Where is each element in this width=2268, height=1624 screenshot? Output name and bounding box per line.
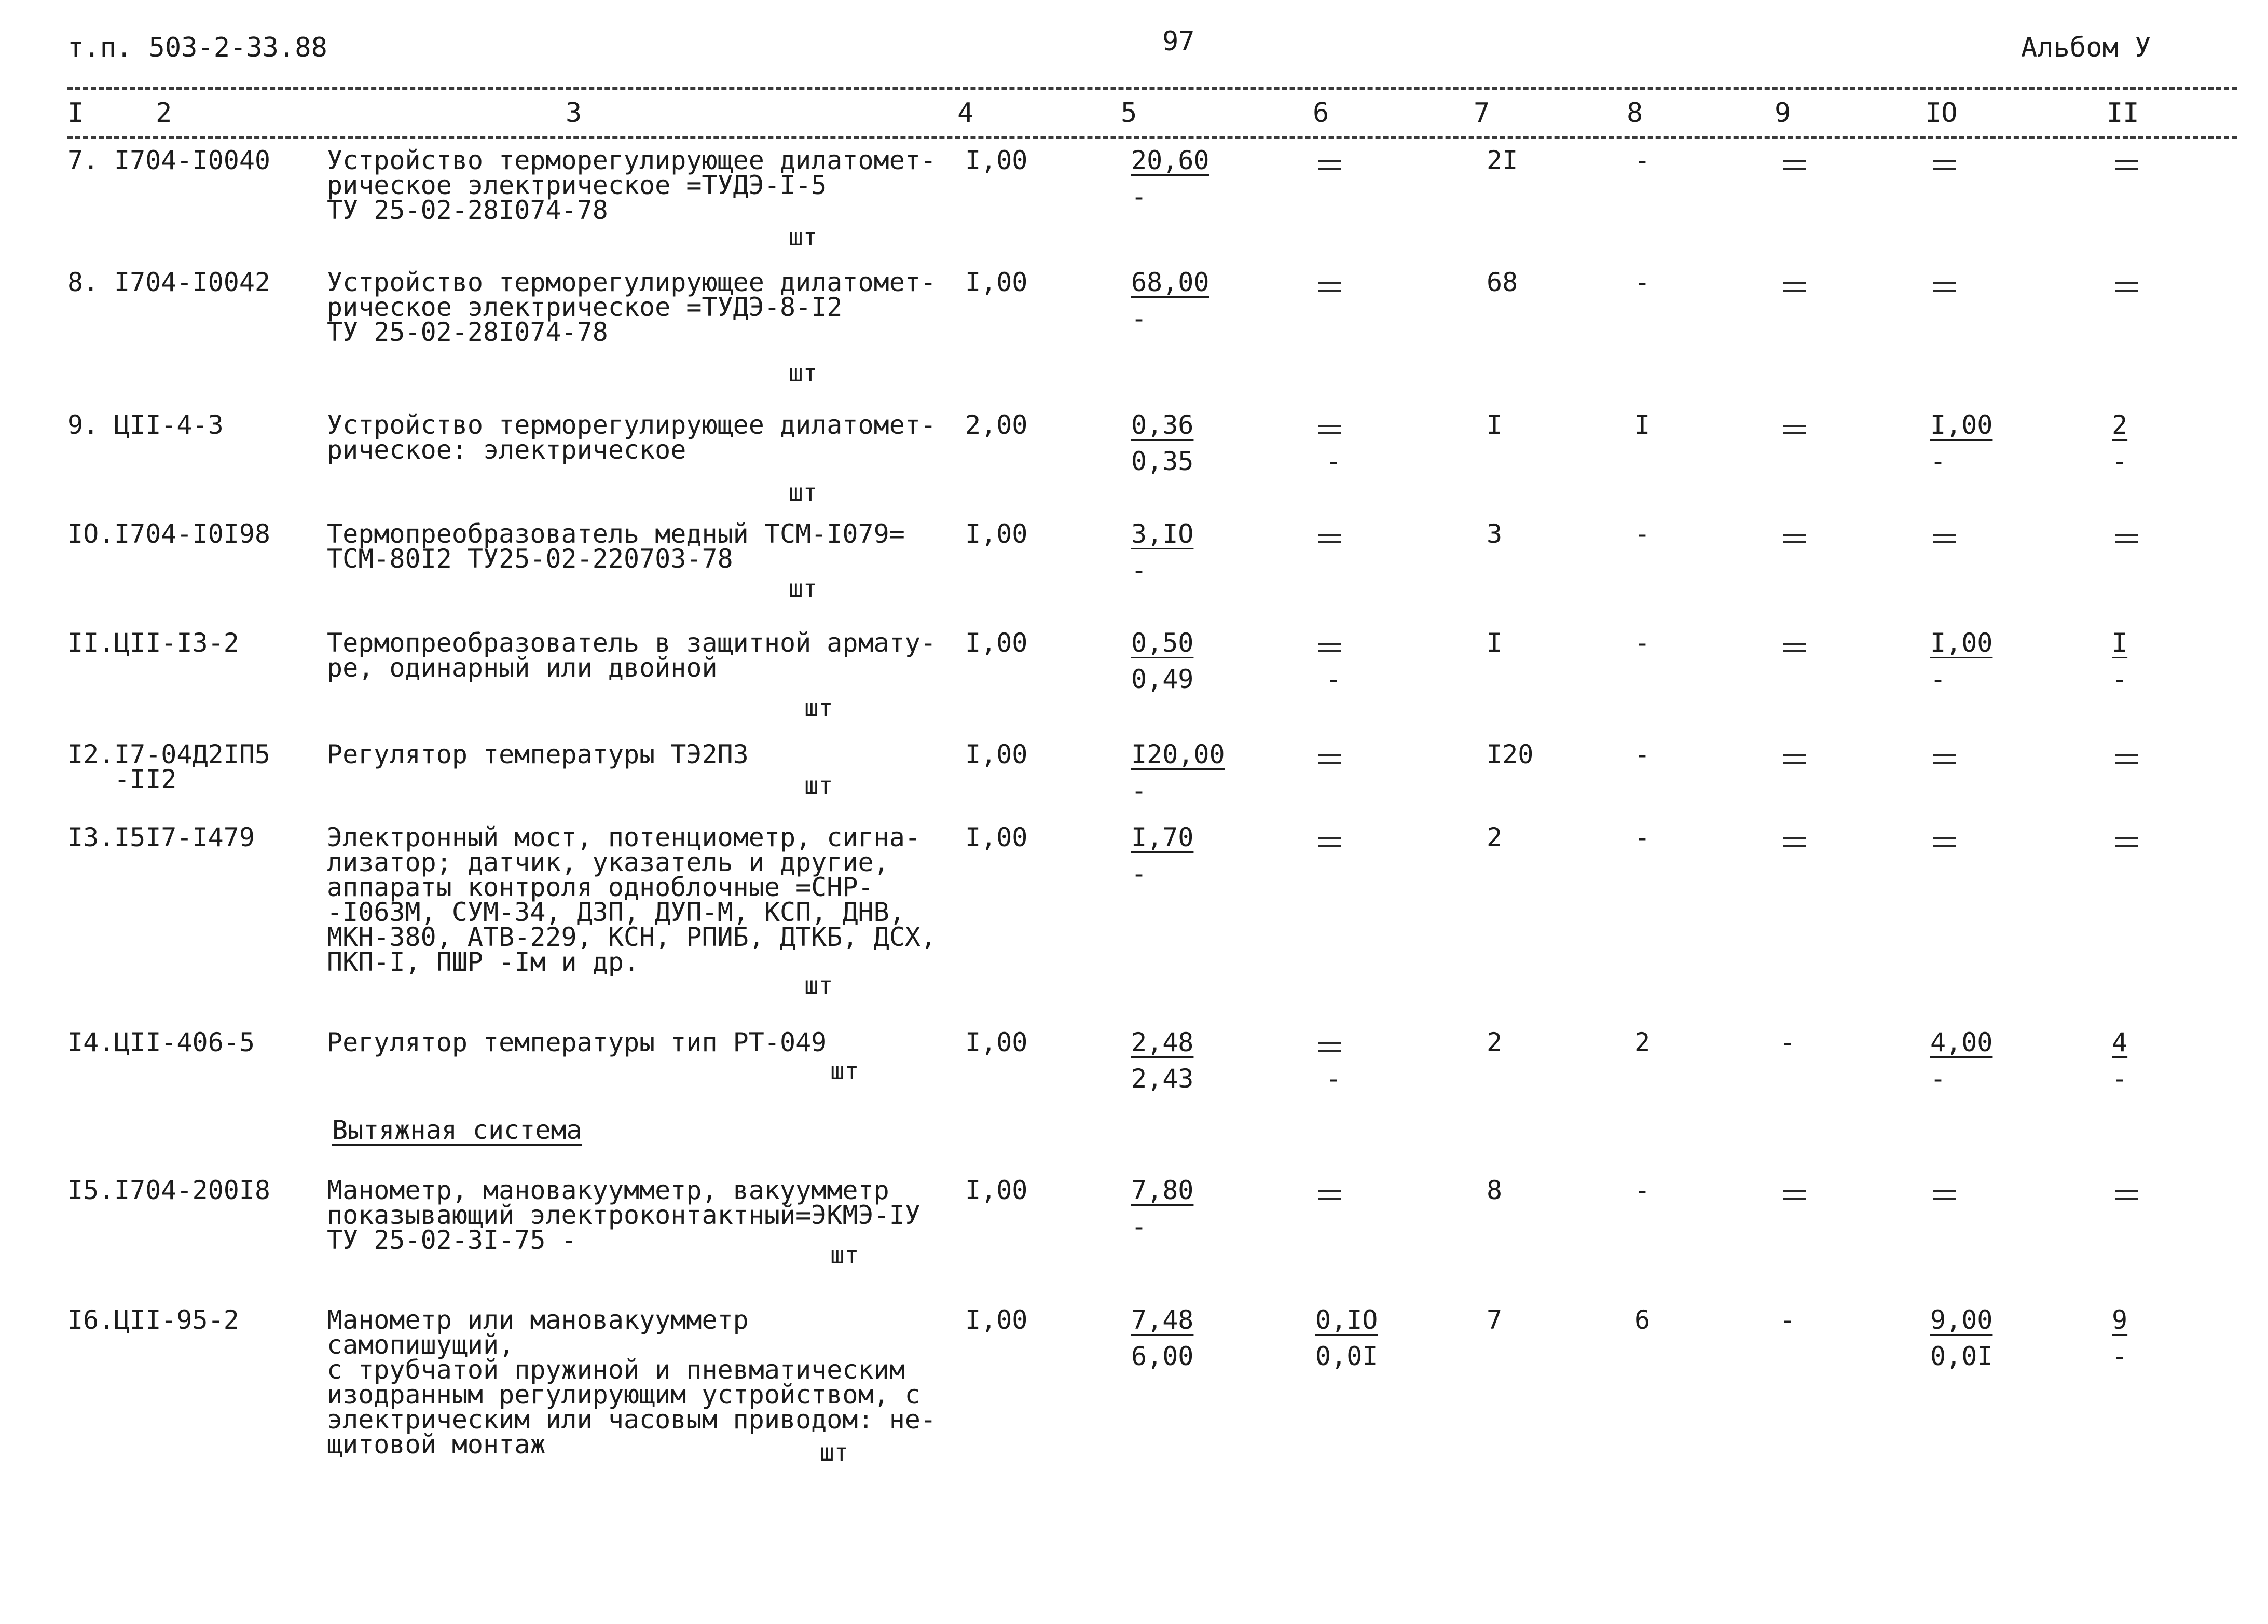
- row-col6: [1315, 526, 1378, 548]
- row-col6-mark: [1315, 1182, 1346, 1205]
- row-col8: I: [1634, 410, 1651, 440]
- col-header-3: 3: [566, 98, 582, 129]
- row-col10: [1930, 274, 2008, 297]
- row-col7: 7: [1487, 1305, 1503, 1335]
- row-code: ЦII-4-3: [114, 410, 224, 440]
- row-col7: I: [1487, 628, 1503, 658]
- row-col11-mark: [2112, 746, 2143, 769]
- row-col10-bottom: 0,0I: [1930, 1341, 1993, 1371]
- row-code: ЦII-406-5: [114, 1027, 255, 1057]
- row-col6: [1315, 152, 1378, 175]
- row-col11-mark: [2112, 526, 2143, 548]
- row-col9-mark: [1780, 746, 1811, 769]
- row-col11: [2112, 630, 2169, 692]
- row-number: IO.: [67, 519, 115, 549]
- album-label: Альбом У: [2021, 32, 2151, 63]
- row-col5: [1131, 267, 1250, 334]
- row-number: 9.: [67, 410, 99, 440]
- row-unit: шт: [820, 1438, 849, 1466]
- row-col11-mark: [2112, 1182, 2143, 1205]
- row-number: I3.: [67, 822, 115, 852]
- row-col6-bottom: -: [1326, 664, 1342, 694]
- row-col11-top: 9: [2112, 1305, 2128, 1335]
- row-code: I704-I0040: [114, 145, 271, 175]
- row-col10-mark: [1930, 152, 1961, 175]
- row-quantity: I,00: [965, 519, 1028, 549]
- col-header-7: 7: [1474, 98, 1490, 129]
- row-unit: шт: [804, 971, 833, 999]
- row-col10-bottom: -: [1930, 1064, 1946, 1094]
- row-col5-bottom: 6,00: [1131, 1341, 1194, 1371]
- row-unit: шт: [789, 359, 818, 387]
- row-col8: -: [1634, 519, 1651, 549]
- row-col6-top: 0,IO: [1315, 1305, 1378, 1335]
- row-col11: [2112, 412, 2169, 474]
- row-col10: [1930, 152, 2008, 175]
- row-col11-top: 4: [2112, 1027, 2128, 1057]
- row-col11-mark: [2112, 274, 2143, 297]
- row-col6-mark: [1315, 746, 1346, 769]
- row-quantity: I,00: [965, 739, 1028, 769]
- row-quantity: I,00: [965, 628, 1028, 658]
- row-description: Регулятор температуры ТЭ2П3: [327, 739, 749, 769]
- col-header-11: II: [2107, 98, 2139, 129]
- row-col11: [2112, 152, 2169, 175]
- row-number: I5.: [67, 1175, 115, 1205]
- row-col5-top: 0,50: [1131, 628, 1194, 658]
- row-col7: 2I: [1487, 145, 1518, 175]
- row-col10-mark: [1930, 746, 1961, 769]
- row-quantity: I,00: [965, 145, 1028, 175]
- row-unit: шт: [804, 772, 833, 800]
- row-col9: [1780, 526, 1837, 548]
- row-col5-top: 20,60: [1131, 145, 1209, 175]
- row-description: Устройство терморегулирующее дилатомет- рическое электрическое =ТУДЭ-8-I2 ТУ 25-02-28I074-78: [327, 267, 936, 347]
- row-col5-top: I20,00: [1131, 739, 1225, 769]
- row-col8: -: [1634, 739, 1651, 769]
- header-divider-bottom: [67, 136, 2237, 139]
- row-col5-top: I,70: [1131, 822, 1194, 852]
- row-col6: [1315, 1182, 1378, 1205]
- row-col8: -: [1634, 267, 1651, 297]
- row-col6: [1315, 1305, 1378, 1371]
- row-number: I2.: [67, 739, 115, 769]
- row-col5: [1131, 1027, 1250, 1094]
- row-col6: [1315, 829, 1378, 852]
- row-quantity: I,00: [965, 1305, 1028, 1335]
- row-col8: 2: [1634, 1027, 1651, 1057]
- row-col6-bottom: 0,0I: [1315, 1341, 1378, 1371]
- row-col9-mark: [1780, 829, 1811, 852]
- row-col6-mark: [1315, 152, 1346, 175]
- row-col8: -: [1634, 822, 1651, 852]
- row-col10: [1930, 829, 2008, 852]
- row-col7: 68: [1487, 267, 1518, 297]
- row-col5-bottom: 0,35: [1131, 446, 1194, 476]
- row-col11: [2112, 829, 2169, 852]
- row-col10: [1930, 746, 2008, 769]
- row-col5: [1131, 1305, 1250, 1371]
- row-col6: [1315, 746, 1378, 769]
- row-col8: 6: [1634, 1305, 1651, 1335]
- row-col11-bottom: -: [2112, 1064, 2128, 1094]
- row-unit: шт: [830, 1057, 859, 1085]
- row-col10: [1930, 1182, 2008, 1205]
- row-col5-bottom: 0,49: [1131, 664, 1194, 694]
- row-col6-bottom: -: [1326, 446, 1342, 476]
- row-col10: [1930, 1305, 2008, 1371]
- row-description: Устройство терморегулирующее дилатомет- рическое электрическое =ТУДЭ-I-5 ТУ 25-02-28I074-78: [327, 145, 936, 225]
- row-col9-mark: [1780, 152, 1811, 175]
- row-col8: -: [1634, 628, 1651, 658]
- row-col10-bottom: -: [1930, 446, 1946, 476]
- row-col5-top: 68,00: [1131, 267, 1209, 297]
- row-unit: шт: [789, 223, 818, 251]
- row-col10-mark: [1930, 526, 1961, 548]
- row-col6-bottom: -: [1326, 1064, 1342, 1094]
- row-col11-bottom: -: [2112, 446, 2128, 476]
- row-col11: [2112, 1305, 2169, 1371]
- row-number: II.: [67, 628, 115, 658]
- row-col9-mark: [1780, 1182, 1811, 1205]
- row-col5-bottom: -: [1131, 304, 1147, 334]
- row-col9: [1780, 635, 1837, 657]
- row-col9: [1780, 746, 1837, 769]
- row-col5: [1131, 822, 1250, 889]
- row-col11: [2112, 526, 2169, 548]
- row-col10: [1930, 1027, 2008, 1094]
- row-code: I704-200I8: [114, 1175, 271, 1205]
- row-number: I4.: [67, 1027, 115, 1057]
- col-header-9: 9: [1775, 98, 1791, 129]
- row-col6-mark: [1315, 1034, 1346, 1057]
- row-col9-mark: [1780, 526, 1811, 548]
- row-col9: [1780, 829, 1837, 852]
- row-description: Манометр или мановакуумметр самопишущий, с трубчатой пружиной и пневматическим изодранным регулирующим устройством, с электрическим или часовым приводом: не- щитовой монтаж: [327, 1305, 936, 1460]
- row-col10-mark: [1930, 829, 1961, 852]
- row-col9: [1780, 152, 1837, 175]
- row-code: I7-04Д2IП5 -II2: [114, 739, 271, 794]
- row-col5-top: 2,48: [1131, 1027, 1194, 1057]
- row-code: ЦII-95-2: [114, 1305, 239, 1335]
- row-col8: -: [1634, 1175, 1651, 1205]
- row-col11: [2112, 1027, 2169, 1094]
- row-col7: 8: [1487, 1175, 1503, 1205]
- document-code: т.п. 503-2-33.88: [67, 32, 327, 63]
- col-header-5: 5: [1121, 98, 1137, 129]
- row-unit: шт: [804, 694, 833, 722]
- row-col5-bottom: -: [1131, 859, 1147, 889]
- row-col5: [1131, 1175, 1250, 1242]
- row-col11-bottom: -: [2112, 1341, 2128, 1371]
- row-col11-top: I: [2112, 628, 2128, 658]
- row-col9: [1780, 417, 1837, 439]
- row-col5: [1131, 145, 1250, 212]
- row-col11-mark: [2112, 829, 2143, 852]
- row-description: Устройство терморегулирующее дилатомет- рическое: электрическое: [327, 410, 936, 465]
- row-col10: [1930, 630, 2008, 692]
- row-description: Регулятор температуры тип РТ-049: [327, 1027, 827, 1057]
- section-title: Вытяжная система: [332, 1115, 582, 1145]
- row-col10: [1930, 526, 2008, 548]
- row-col9-mark: [1780, 417, 1811, 439]
- row-description: Термопреобразователь медный ТСМ-I079= ТСМ-80I2 ТУ25-02-220703-78: [327, 519, 905, 574]
- row-col5-top: 0,36: [1131, 410, 1194, 440]
- row-col10: [1930, 412, 2008, 474]
- row-col11-bottom: -: [2112, 664, 2128, 694]
- row-quantity: 2,00: [965, 410, 1028, 440]
- row-col6-mark: [1315, 635, 1346, 657]
- row-description: Манометр, мановакуумметр, вакуумметр показывающий электроконтактный=ЭКМЭ-IУ ТУ 25-02-3I-75 -: [327, 1175, 920, 1255]
- row-col11: [2112, 274, 2169, 297]
- row-col7: I20: [1487, 739, 1534, 769]
- row-description: Электронный мост, потенциометр, сигна- лизатор; датчик, указатель и другие, аппараты контроля одноблочные =СНР- -I063М, СУМ-34, ДЗП, ДУП-М, КСП, ДНВ, МКН-380, АТВ-229, КСН, РПИБ, ДТКБ, ДСХ, ПКП-I, ПШР -Iм и др.: [327, 822, 936, 977]
- row-col10-bottom: -: [1930, 664, 1946, 694]
- row-col5-bottom: -: [1131, 182, 1147, 212]
- row-quantity: I,00: [965, 1175, 1028, 1205]
- row-col6: [1315, 274, 1378, 297]
- col-header-8: 8: [1627, 98, 1643, 129]
- row-col10-mark: [1930, 1182, 1961, 1205]
- row-unit: шт: [789, 574, 818, 602]
- row-col7: 2: [1487, 822, 1503, 852]
- row-col5-bottom: -: [1131, 1212, 1147, 1242]
- row-col9: -: [1780, 1305, 1796, 1335]
- row-quantity: I,00: [965, 822, 1028, 852]
- row-col5-top: 7,80: [1131, 1175, 1194, 1205]
- row-col5-bottom: -: [1131, 555, 1147, 585]
- row-description: Термопреобразователь в защитной армату- ре, одинарный или двойной: [327, 628, 936, 683]
- row-number: I6.: [67, 1305, 115, 1335]
- row-col11-top: 2: [2112, 410, 2128, 440]
- row-col6: [1315, 1034, 1378, 1057]
- row-col9: [1780, 1182, 1837, 1205]
- row-col5-top: 3,IO: [1131, 519, 1194, 549]
- row-col5-bottom: 2,43: [1131, 1064, 1194, 1094]
- row-col5-bottom: -: [1131, 776, 1147, 806]
- row-col6: [1315, 417, 1378, 439]
- row-col6-mark: [1315, 417, 1346, 439]
- row-col5: [1131, 630, 1250, 692]
- row-col6-mark: [1315, 526, 1346, 548]
- page-number: 97: [1162, 26, 1195, 57]
- row-col6-mark: [1315, 829, 1346, 852]
- row-code: I704-I0I98: [114, 519, 271, 549]
- row-col6: [1315, 635, 1378, 657]
- row-quantity: I,00: [965, 1027, 1028, 1057]
- row-col11-mark: [2112, 152, 2143, 175]
- row-col9: -: [1780, 1027, 1796, 1057]
- row-col9: [1780, 274, 1837, 297]
- row-unit: шт: [789, 478, 818, 506]
- row-col7: 3: [1487, 519, 1503, 549]
- row-quantity: I,00: [965, 267, 1028, 297]
- row-col8: -: [1634, 145, 1651, 175]
- row-col11: [2112, 1182, 2169, 1205]
- row-col10-top: I,00: [1930, 410, 1993, 440]
- row-code: I5I7-I479: [114, 822, 255, 852]
- col-header-6: 6: [1313, 98, 1329, 129]
- row-col9-mark: [1780, 635, 1811, 657]
- row-col5: [1131, 521, 1250, 583]
- col-header-2: 2: [156, 98, 172, 129]
- header-divider-top: [67, 87, 2237, 90]
- row-code: ЦII-I3-2: [114, 628, 239, 658]
- row-col5: [1131, 412, 1250, 474]
- row-col10-top: I,00: [1930, 628, 1993, 658]
- col-header-4: 4: [957, 98, 974, 129]
- col-header-1: I: [67, 98, 84, 129]
- row-col10-top: 4,00: [1930, 1027, 1993, 1057]
- row-col9-mark: [1780, 274, 1811, 297]
- row-col7: I: [1487, 410, 1503, 440]
- row-col6-mark: [1315, 274, 1346, 297]
- row-col5-top: 7,48: [1131, 1305, 1194, 1335]
- row-col5: [1131, 739, 1250, 806]
- col-header-10: IO: [1925, 98, 1958, 129]
- row-unit: шт: [830, 1241, 859, 1269]
- row-number: 7.: [67, 145, 99, 175]
- row-code: I704-I0042: [114, 267, 271, 297]
- row-col10-mark: [1930, 274, 1961, 297]
- row-col10-top: 9,00: [1930, 1305, 1993, 1335]
- row-col7: 2: [1487, 1027, 1503, 1057]
- row-number: 8.: [67, 267, 99, 297]
- row-col11: [2112, 746, 2169, 769]
